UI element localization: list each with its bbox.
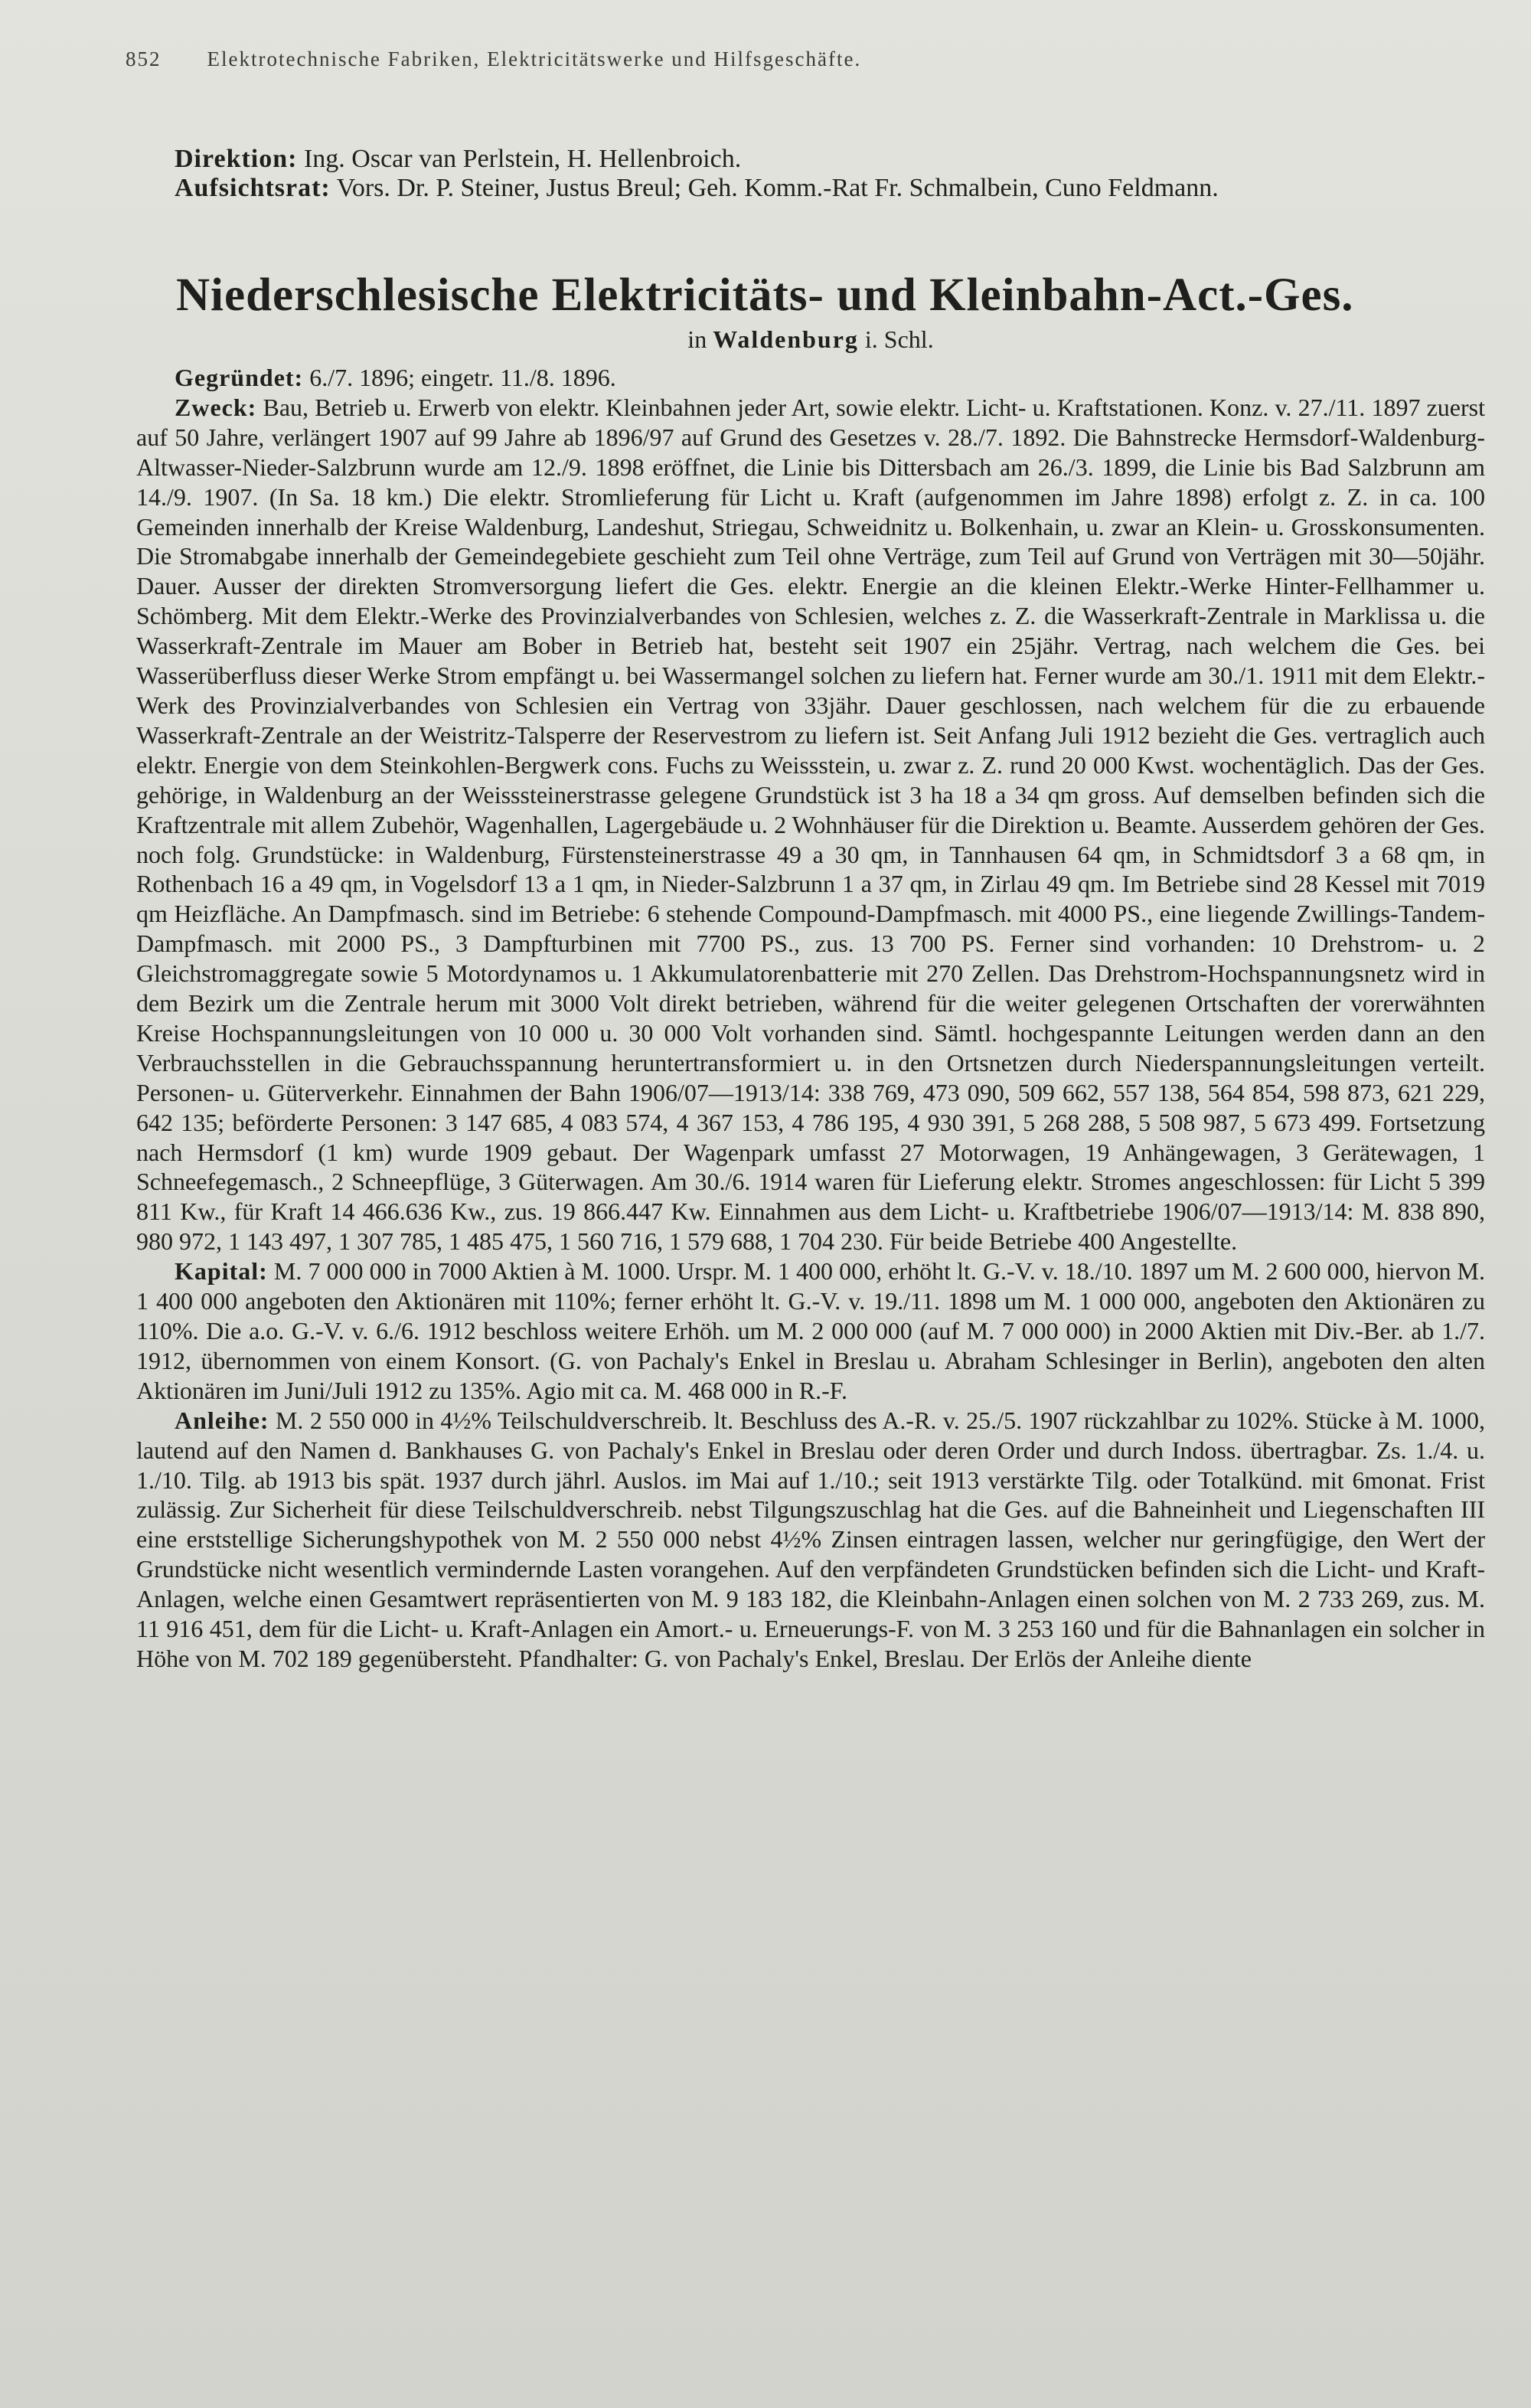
running-title: Elektrotechnische Fabriken, Elektricitätswerke und Hilfsgeschäfte. (207, 47, 862, 70)
company-heading: Niederschlesische Elektricitäts- und Kleinbahn-Act.-Ges. (176, 270, 1354, 321)
gegruendet-text: 6./7. 1896; eingetr. 11./8. 1896. (309, 364, 616, 391)
page-number: 852 (126, 47, 162, 70)
aufsichtsrat-text: Vors. Dr. P. Steiner, Justus Breul; Geh. Komm.-Rat Fr. Schmalbein, Cuno Feldmann. (336, 174, 1219, 202)
zweck-paragraph (136, 393, 1485, 1256)
location-prefix: in (687, 325, 707, 353)
kapital-label: Kapital: (175, 1257, 268, 1286)
kapital-text: M. 7 000 000 in 7000 Aktien à M. 1000. Urspr. M. 1 400 000, erhöht lt. G.-V. v. 18./10. 1897 um M. 2 600 000, hiervon M. 1 400 000 angeboten den Aktionären mit 110%; ferner erhöht lt. G.-V. v. 19./11. 1898 um M. 1 000 000, angeboten den Aktionären zu 110%. Die a.o. G.-V. v. 6./6. 1912 beschloss weitere Erhöh. um M. 2 000 000 (auf M. 7 000 000) in 2000 Aktien mit Div.-Ber. ab 1./7. 1912, übernommen von einem Konsort. (G. von Pachaly's Enkel in Breslau u. Abraham Schlesinger in Berlin), angeboten den alten Aktionären im Juni/Juli 1912 zu 135%. Agio mit ca. M. 468 000 in R.-F. (136, 1257, 1486, 1404)
anleihe-label: Anleihe: (175, 1406, 269, 1434)
zweck-label: Zweck: (175, 393, 257, 421)
gegruendet-paragraph (136, 363, 1485, 393)
anleihe-paragraph (136, 1406, 1485, 1674)
aufsichtsrat-label: Aufsichtsrat: (175, 174, 331, 202)
zweck-text: Bau, Betrieb u. Erwerb von elektr. Kleinbahnen jeder Art, sowie elektr. Licht- u. Kraftstationen. Konz. v. 27./11. 1897 zuerst auf 50 Jahre, verlängert 1907 auf 99 Jahre ab 1896/97 auf Grund des Gesetzes v. 28./7. 1892. Die Bahnstrecke Hermsdorf-Waldenburg-Altwasser-Nieder-Salzbrunn wurde am 12./9. 1898 eröffnet, die Linie bis Dittersbach am 26./3. 1899, die Linie bis Bad Salzbrunn am 14./9. 1907. (In Sa. 18 km.) Die elektr. Stromlieferung für Licht u. Kraft (aufgenommen im Jahre 1898) erfolgt z. Z. in ca. 100 Gemeinden innerhalb der Kreise Waldenburg, Landeshut, Striegau, Schweidnitz u. Bolkenhain, u. zwar an Klein- u. Grosskonsumenten. Die Stromabgabe innerhalb der Gemeindegebiete geschieht zum Teil ohne Verträge, zum Teil auf Grund von Verträgen mit 30—50jähr. Dauer. Ausser der direkten Stromversorgung liefert die Ges. elektr. Energie an die kleinen Elektr.-Werke Hinter-Fellhammer u. Schömberg. Mit dem Elektr.-Werke des Provinzialverbandes von Schlesien, welches z. Z. die Wasserkraft-Zentrale in Marklissa u. die Wasserkraft-Zentrale im Mauer am Bober in Betrieb hat, besteht seit 1907 ein 25jähr. Vertrag, nach welchem die Ges. bei Wasserüberfluss dieser Werke Strom empfängt u. bei Wassermangel solchen zu liefern hat. Ferner wurde am 30./1. 1911 mit dem Elektr.-Werk des Provinzialverbandes von Schlesien ein Vertrag von 33jähr. Dauer geschlossen, nach welchem für die zu erbauende Wasserkraft-Zentrale an der Weistritz-Talsperre der Reservestrom zu liefern ist. Seit Anfang Juli 1912 bezieht die Ges. vertraglich auch elektr. Energie von dem Steinkohlen-Bergwerk cons. Fuchs zu Weissstein, u. zwar z. Z. rund 20 000 Kwst. wochentäglich. Das der Ges. gehörige, in Waldenburg an der Weisssteinerstrasse gelegene Grundstück ist 3 ha 18 a 34 qm gross. Auf demselben befinden sich die Kraftzentrale mit allem Zubehör, Wagenhallen, Lagergebäude u. 2 Wohnhäuser für die Direktion u. Beamte. Ausserdem gehören der Ges. noch folg. Grundstücke: in Waldenburg, Fürstensteinerstrasse 49 a 30 qm, in Tannhausen 64 qm, in Schmidtsdorf 3 a 68 qm, in Rothenbach 16 a 49 qm, in Vogelsdorf 13 a 1 qm, in Nieder-Salzbrunn 1 a 37 qm, in Zirlau 49 qm. Im Betriebe sind 28 Kessel mit 7019 qm Heizfläche. An Dampfmasch. sind im Betriebe: 6 stehende Compound-Dampfmasch. mit 4000 PS., eine liegende Zwillings-Tandem-Dampfmasch. mit 2000 PS., 3 Dampfturbinen mit 7700 PS., zus. 13 700 PS. Ferner sind vorhanden: 10 Drehstrom- u. 2 Gleichstromaggregate sowie 5 Motordynamos u. 1 Akkumulatorenbatterie mit 270 Zellen. Das Drehstrom-Hochspannungsnetz wird in dem Bezirk um die Zentrale herum mit 3000 Volt direkt betrieben, während für die weiter gelegenen Ortschaften der vorerwähnten Kreise Hochspannungsleitungen von 10 000 u. 30 000 Volt vorhanden sind. Sämtl. hochgespannte Leitungen werden dann an den Verbrauchsstellen in die Gebrauchsspannung heruntertransformiert u. in den Ortsnetzen durch Niederspannungsleitungen verteilt. Personen- u. Güterverkehr. Einnahmen der Bahn 1906/07—1913/14: 338 769, 473 090, 509 662, 557 138, 564 854, 598 873, 621 229, 642 135; beförderte Personen: 3 147 685, 4 083 574, 4 367 153, 4 786 195, 4 930 391, 5 268 288, 5 508 987, 5 673 499. Fortsetzung nach Hermsdorf (1 km) wurde 1909 gebaut. Der Wagenpark umfasst 27 Motorwagen, 19 Anhängewagen, 3 Gerätewagen, 1 Schneefegemasch., 2 Schneepflüge, 3 Güterwagen. Am 30./6. 1914 waren für Lieferung elektr. Stromes angeschlossen: für Licht 5 399 811 Kw., für Kraft 14 466.636 Kw., zus. 19 866.447 Kw. Einnahmen aus dem Licht- u. Kraftbetriebe 1906/07—1913/14: M. 838 890, 980 972, 1 143 497, 1 307 785, 1 485 475, 1 560 716, 1 579 688, 1 704 230. Für beide Betriebe 400 Angestellte. (136, 393, 1486, 1256)
previous-aufsichtsrat-line (136, 174, 1485, 203)
company-location (136, 325, 1485, 354)
gegruendet-label: Gegründet: (175, 364, 304, 391)
location-suffix: i. Schl. (864, 325, 934, 353)
kapital-paragraph (136, 1256, 1485, 1406)
anleihe-text: M. 2 550 000 in 4½% Teilschuldverschreib. lt. Beschluss des A.-R. v. 25./5. 1907 rückzahlbar zu 102%. Stücke à M. 1000, lautend auf den Namen d. Bankhauses G. von Pachaly's Enkel in Breslau oder deren Order und durch Indoss. übertragbar. Zs. 1./4. u. 1./10. Tilg. ab 1913 bis spät. 1937 durch jährl. Auslos. im Mai auf 1./10.; seit 1913 verstärkte Tilg. oder Totalkünd. mit 6monat. Frist zulässig. Zur Sicherheit für diese Teilschuldverschreib. nebst Tilgungszuschlag hat die Ges. auf die Bahneinheit und Liegenschaften III eine erststellige Sicherungshypothek von M. 2 550 000 nebst 4½% Zinsen eintragen lassen, welcher nur geringfügige, den Wert der Grundstücke nicht wesentlich vermindernde Lasten vorangehen. Auf den verpfändeten Grundstücken befinden sich die Licht- und Kraft-Anlagen, welche einen Gesamtwert repräsentierten von M. 9 183 182, die Kleinbahn-Anlagen einen solchen von M. 2 733 269, zus. M. 11 916 451, dem für die Licht- u. Kraft-Anlagen ein Amort.- u. Erneuerungs-F. von M. 3 253 160 und für die Bahnanlagen ein solcher in Höhe von M. 702 189 gegenübersteht. Pfandhalter: G. von Pachaly's Enkel, Breslau. Der Erlös der Anleihe diente (136, 1406, 1486, 1672)
running-header (126, 47, 1485, 71)
location-city: Waldenburg (713, 325, 859, 353)
direktion-label: Direktion: (175, 145, 298, 173)
previous-direktion-line (136, 145, 1485, 174)
direktion-text: Ing. Oscar van Perlstein, H. Hellenbroich. (303, 145, 742, 173)
